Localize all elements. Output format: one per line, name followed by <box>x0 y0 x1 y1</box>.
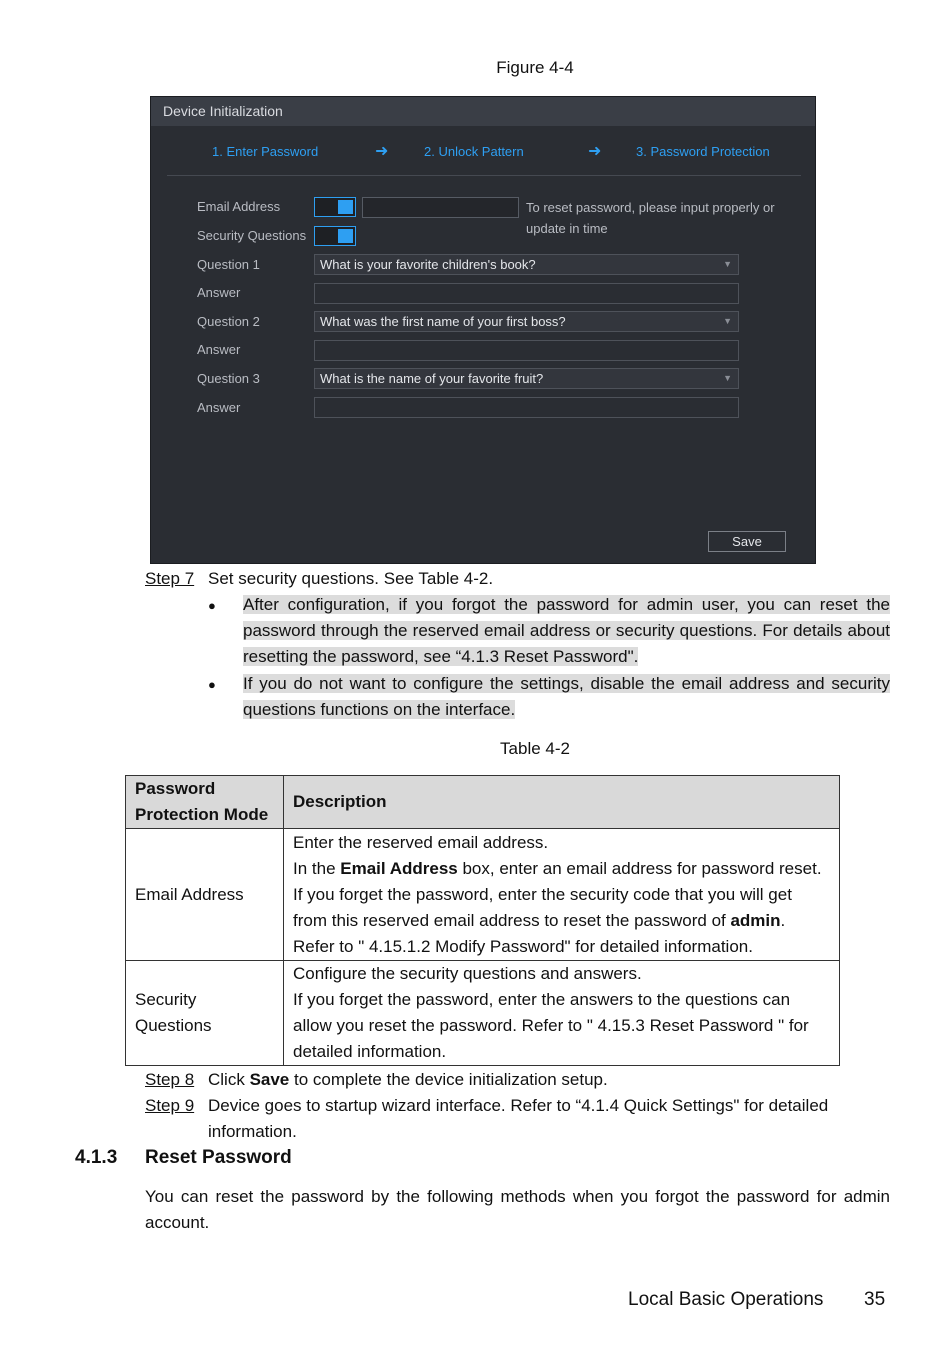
question-1-value: What is your favorite children's book? <box>320 257 536 272</box>
step-7-bullet-2: If you do not want to configure the settings, disable the email address and security questions functions on the interface. <box>243 674 890 719</box>
mode-cell: Email Address <box>126 829 284 961</box>
footer-chapter: Local Basic Operations <box>628 1289 824 1310</box>
question-1-select[interactable] <box>314 254 739 275</box>
description-cell <box>284 961 840 1066</box>
step-9-text: Device goes to startup wizard interface. Refer to “4.1.4 Quick Settings" for detailed information. <box>208 1096 829 1141</box>
chevron-down-icon: ▼ <box>723 259 732 269</box>
answer-2-label: Answer <box>197 342 241 357</box>
arrow-right-icon: ➜ <box>375 143 389 160</box>
header-mode: Password Protection Mode <box>126 776 284 829</box>
toggle-knob <box>338 200 353 214</box>
save-button[interactable]: Save <box>708 531 786 552</box>
question-2-label: Question 2 <box>197 314 260 329</box>
table-caption: Table 4-2 <box>500 739 570 758</box>
question-2-value: What was the first name of your first boss? <box>320 314 566 329</box>
question-1-label: Question 1 <box>197 257 260 272</box>
step-7-bullet-1: After configuration, if you forgot the password for admin user, you can reset the password through the reserved email address or security questions. For details about resetting the password, see “4.1.3 Reset Password". <box>243 595 890 666</box>
section-number: 4.1.3 <box>75 1147 118 1168</box>
description-cell <box>284 829 840 961</box>
page-number: 35 <box>864 1289 886 1310</box>
bullet-icon: ● <box>208 677 216 692</box>
header-description: Description <box>284 776 840 829</box>
question-3-value: What is the name of your favorite fruit? <box>320 371 544 386</box>
answer-3-label: Answer <box>197 400 241 415</box>
question-3-select[interactable] <box>314 368 739 389</box>
answer-2-input[interactable] <box>314 340 739 361</box>
question-2-select[interactable] <box>314 311 739 332</box>
divider <box>167 175 801 176</box>
security-questions-toggle[interactable] <box>314 226 356 246</box>
arrow-right-icon: ➜ <box>588 143 602 160</box>
table-row <box>126 961 840 1066</box>
mode-cell: Security Questions <box>126 961 284 1066</box>
email-address-label: Email Address <box>197 199 281 214</box>
description-line: Enter the reserved email address. <box>293 832 549 852</box>
email-address-toggle[interactable] <box>314 197 356 217</box>
chevron-down-icon: ▼ <box>723 316 732 326</box>
section-title: Reset Password <box>145 1147 292 1168</box>
answer-1-input[interactable] <box>314 283 739 304</box>
security-questions-label: Security Questions <box>197 228 307 243</box>
step-9-label: Step 9 <box>145 1096 195 1115</box>
figure-caption: Figure 4-4 <box>496 58 574 77</box>
description-line: In the Email Address box, enter an email address for password reset. If you forget the password, enter the security code that you will get from this reserved email address to reset the password of admin. <box>293 858 822 930</box>
step-7-label: Step 7 <box>145 569 195 588</box>
description-line: Refer to " 4.15.1.2 Modify Password" for detailed information. <box>293 936 753 956</box>
step-8-text: Click Save to complete the device initialization setup. <box>208 1070 608 1089</box>
device-initialization-screenshot <box>150 96 816 564</box>
password-protection-table <box>125 775 840 1066</box>
step-8-label: Step 8 <box>145 1070 195 1089</box>
wizard-step-unlock-pattern[interactable]: 2. Unlock Pattern <box>424 144 524 159</box>
answer-3-input[interactable] <box>314 397 739 418</box>
email-input[interactable] <box>362 197 519 218</box>
step-7-text: Set security questions. See Table 4-2. <box>208 569 494 588</box>
bullet-icon: ● <box>208 598 216 613</box>
chevron-down-icon: ▼ <box>723 373 732 383</box>
reset-hint: To reset password, please input properly or update in time <box>526 200 775 236</box>
table-row <box>126 829 840 961</box>
answer-1-label: Answer <box>197 285 241 300</box>
section-paragraph: You can reset the password by the following methods when you forgot the password for admin account. <box>145 1187 890 1232</box>
toggle-knob <box>338 229 353 243</box>
window-title: Device Initialization <box>151 97 815 126</box>
table-header-row <box>126 776 840 829</box>
question-3-label: Question 3 <box>197 371 260 386</box>
wizard-step-password-protection[interactable]: 3. Password Protection <box>636 144 770 159</box>
description-line: Configure the security questions and answers. <box>293 964 642 983</box>
wizard-step-enter-password[interactable]: 1. Enter Password <box>212 144 319 159</box>
description-line: If you forget the password, enter the answers to the questions can allow you reset the password. Refer to " 4.15.3 Reset Password " for detailed information. <box>293 990 809 1061</box>
